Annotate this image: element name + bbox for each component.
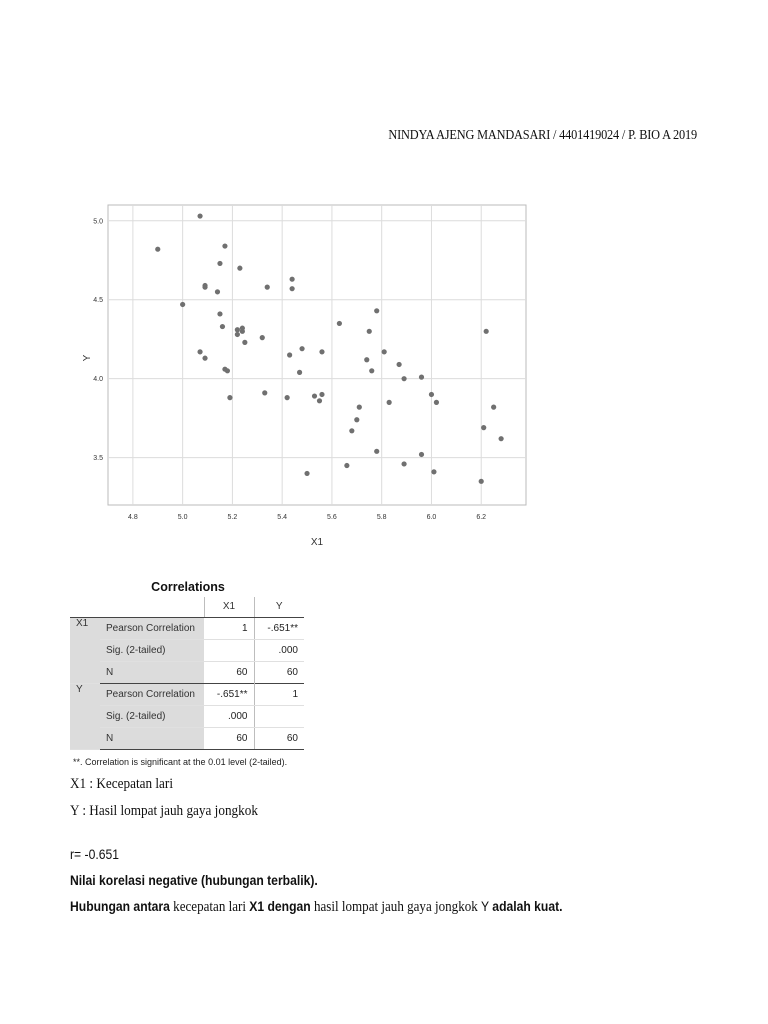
data-point [215,289,220,294]
x-tick-label: 5.2 [227,514,238,521]
stat-label: Sig. (2-tailed) [100,639,204,661]
data-point [237,266,242,271]
table-cell: -.651** [204,683,254,705]
data-point [290,277,295,282]
table-footnote: **. Correlation is significant at the 0.01 level (2-tailed). [73,757,288,767]
data-point [479,479,484,484]
data-point [349,428,354,433]
data-point [344,463,349,468]
x-tick-label: 6.2 [476,514,487,521]
correlations-title: Correlations [151,580,225,594]
data-point [374,308,379,313]
data-point [367,329,372,334]
document-header: NINDYA AJENG MANDASARI / 4401419024 / P. BIO A 2019 [388,128,697,143]
x-tick-label: 4.8 [128,514,138,521]
data-point [285,395,290,400]
stat-label: N [100,727,204,749]
row-group-label: X1 [70,617,100,683]
y-axis-label: Y [82,354,93,362]
table-cell: 60 [254,727,304,749]
y-tick-labels [93,218,103,462]
x-axis-label: X1 [310,537,324,548]
x-tick-label: 5.6 [327,514,337,521]
data-point [217,311,222,316]
col-header-x1: X1 [204,597,254,617]
text-segment: kecepatan lari [169,899,250,915]
data-point [297,370,302,375]
table-cell [204,639,254,661]
data-point [225,368,230,373]
data-point [290,286,295,291]
table-row [70,683,304,705]
data-point [397,362,402,367]
data-point [364,357,369,362]
col-header-y: Y [254,597,304,617]
table-header-row [70,597,304,617]
data-point [202,283,207,288]
data-point [227,395,232,400]
y-tick-label: 3.5 [93,455,103,463]
data-point [299,346,304,351]
y-tick-label: 4.5 [93,297,103,305]
plot-area [108,205,526,505]
data-point [319,349,324,354]
data-point [419,375,424,380]
data-point [180,302,185,307]
x-tick-label: 6.0 [426,514,437,521]
x-tick-label: 5.4 [277,514,288,521]
data-point [357,405,362,410]
y-definition: Y : Hasil lompat jauh gaya jongkok [70,803,258,819]
table-row [70,705,304,727]
data-point [481,425,486,430]
data-point [217,261,222,266]
data-point [499,436,504,441]
table-cell [254,705,304,727]
stat-label: N [100,661,204,683]
data-point [304,471,309,476]
table-row [70,617,304,639]
data-point [484,329,489,334]
stat-label: Sig. (2-tailed) [100,705,204,727]
r-value: r= -0.651 [70,847,119,862]
data-point [419,452,424,457]
data-point [382,349,387,354]
data-point [354,417,359,422]
stat-label: Pearson Correlation [100,617,204,639]
data-point [337,321,342,326]
data-point [317,398,322,403]
data-point [434,400,439,405]
data-point [287,352,292,357]
table-cell: -.651** [254,617,304,639]
table-cell: 1 [254,683,304,705]
data-point [240,326,245,331]
table-cell: 60 [204,727,254,749]
data-point [260,335,265,340]
text-segment: X1 dengan [249,899,311,914]
table-cell: .000 [254,639,304,661]
data-point [429,392,434,397]
table-cell: 60 [236,666,248,678]
correlations-table [70,597,304,750]
data-point [401,461,406,466]
data-point [220,324,225,329]
data-point [401,376,406,381]
text-segment: adalah kuat. [492,899,563,914]
text-segment: Hubungan antara [70,899,170,914]
scatter-plot [0,195,560,555]
data-point [387,400,392,405]
x-tick-label: 5.0 [177,514,188,521]
correlation-interpretation: Nilai korelasi negative (hubungan terbalik). [70,873,318,888]
table-cell: .000 [204,705,254,727]
data-point [374,449,379,454]
table-cell: 1 [204,617,254,639]
data-point [319,392,324,397]
table-row [70,727,304,749]
data-point [235,327,240,332]
data-point [265,285,270,290]
row-group-label: Y [70,683,100,749]
data-point [202,356,207,361]
x-tick-labels [128,514,486,521]
data-point [491,405,496,410]
data-point [431,469,436,474]
table-cell: 60 [254,661,304,683]
text-segment: hasil lompat jauh gaya jongkok [310,899,482,915]
data-point [197,349,202,354]
data-point [155,247,160,252]
data-point [222,243,227,248]
x1-definition: X1 : Kecepatan lari [70,776,173,792]
data-point [242,340,247,345]
relationship-statement [70,899,563,916]
table-row [70,661,304,683]
x-tick-label: 5.8 [376,514,387,521]
data-point [262,390,267,395]
stat-label: Pearson Correlation [100,683,204,705]
y-tick-label: 4.0 [93,376,103,384]
text-segment: Y [481,899,493,914]
y-tick-label: 5.0 [93,218,103,226]
data-point [369,368,374,373]
data-point [235,332,240,337]
data-point [197,213,202,218]
table-row [70,639,304,661]
data-point [312,393,317,398]
